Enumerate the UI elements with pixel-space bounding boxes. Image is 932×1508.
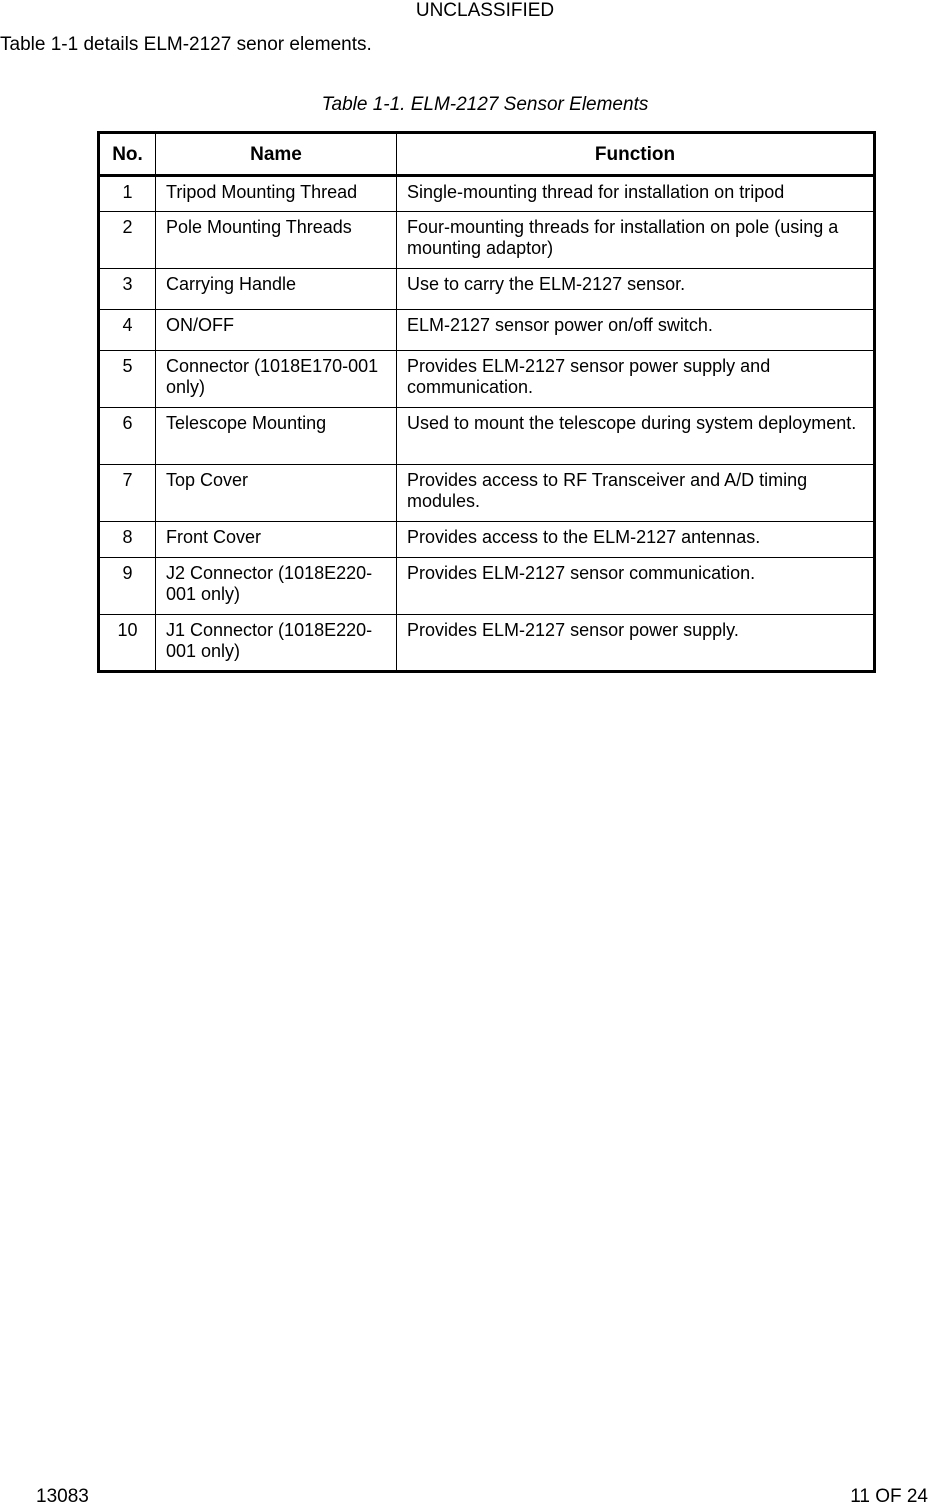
row-number: 10 [99, 615, 156, 672]
row-function: Provides ELM-2127 sensor power supply. [397, 615, 875, 672]
table-row [99, 310, 875, 351]
row-number: 5 [99, 351, 156, 408]
table-row [99, 176, 875, 212]
row-number: 8 [99, 522, 156, 558]
row-number: 4 [99, 310, 156, 351]
header-name: Name [156, 133, 397, 176]
document-number: 13083 [36, 1486, 89, 1507]
row-number: 9 [99, 558, 156, 615]
row-name: Carrying Handle [156, 269, 397, 310]
table-row [99, 465, 875, 522]
table-row [99, 351, 875, 408]
header-function: Function [397, 133, 875, 176]
row-function: Use to carry the ELM-2127 sensor. [397, 269, 875, 310]
classification-marking: UNCLASSIFIED [415, 0, 555, 21]
sensor-elements-table [97, 131, 876, 673]
row-name: J1 Connector (1018E220-001 only) [156, 615, 397, 672]
page-number: 11 OF 24 [850, 1486, 928, 1507]
row-name: J2 Connector (1018E220-001 only) [156, 558, 397, 615]
table-caption: Table 1-1. ELM-2127 Sensor Elements [321, 94, 649, 115]
table-row [99, 269, 875, 310]
table-row [99, 522, 875, 558]
row-name: Pole Mounting Threads [156, 212, 397, 269]
table-row [99, 408, 875, 465]
row-number: 1 [99, 176, 156, 212]
row-function: Single-mounting thread for installation on tripod [397, 176, 875, 212]
table-row [99, 615, 875, 672]
row-number: 6 [99, 408, 156, 465]
row-name: Top Cover [156, 465, 397, 522]
intro-paragraph: Table 1-1 details ELM-2127 senor elements. [0, 34, 372, 55]
row-name: Tripod Mounting Thread [156, 176, 397, 212]
row-name: Telescope Mounting [156, 408, 397, 465]
row-name: ON/OFF [156, 310, 397, 351]
row-number: 7 [99, 465, 156, 522]
table-header-row [99, 133, 875, 176]
row-number: 3 [99, 269, 156, 310]
table-row [99, 558, 875, 615]
row-number: 2 [99, 212, 156, 269]
row-function: Provides ELM-2127 sensor power supply and communication. [397, 351, 875, 408]
row-function: Provides access to the ELM-2127 antennas. [397, 522, 875, 558]
row-function: Provides ELM-2127 sensor communication. [397, 558, 875, 615]
row-function: Provides access to RF Transceiver and A/D timing modules. [397, 465, 875, 522]
row-function: Used to mount the telescope during system deployment. [397, 408, 875, 465]
table-row [99, 212, 875, 269]
row-function: ELM-2127 sensor power on/off switch. [397, 310, 875, 351]
row-function: Four-mounting threads for installation on pole (using a mounting adaptor) [397, 212, 875, 269]
row-name: Connector (1018E170-001 only) [156, 351, 397, 408]
row-name: Front Cover [156, 522, 397, 558]
header-no: No. [99, 133, 156, 176]
